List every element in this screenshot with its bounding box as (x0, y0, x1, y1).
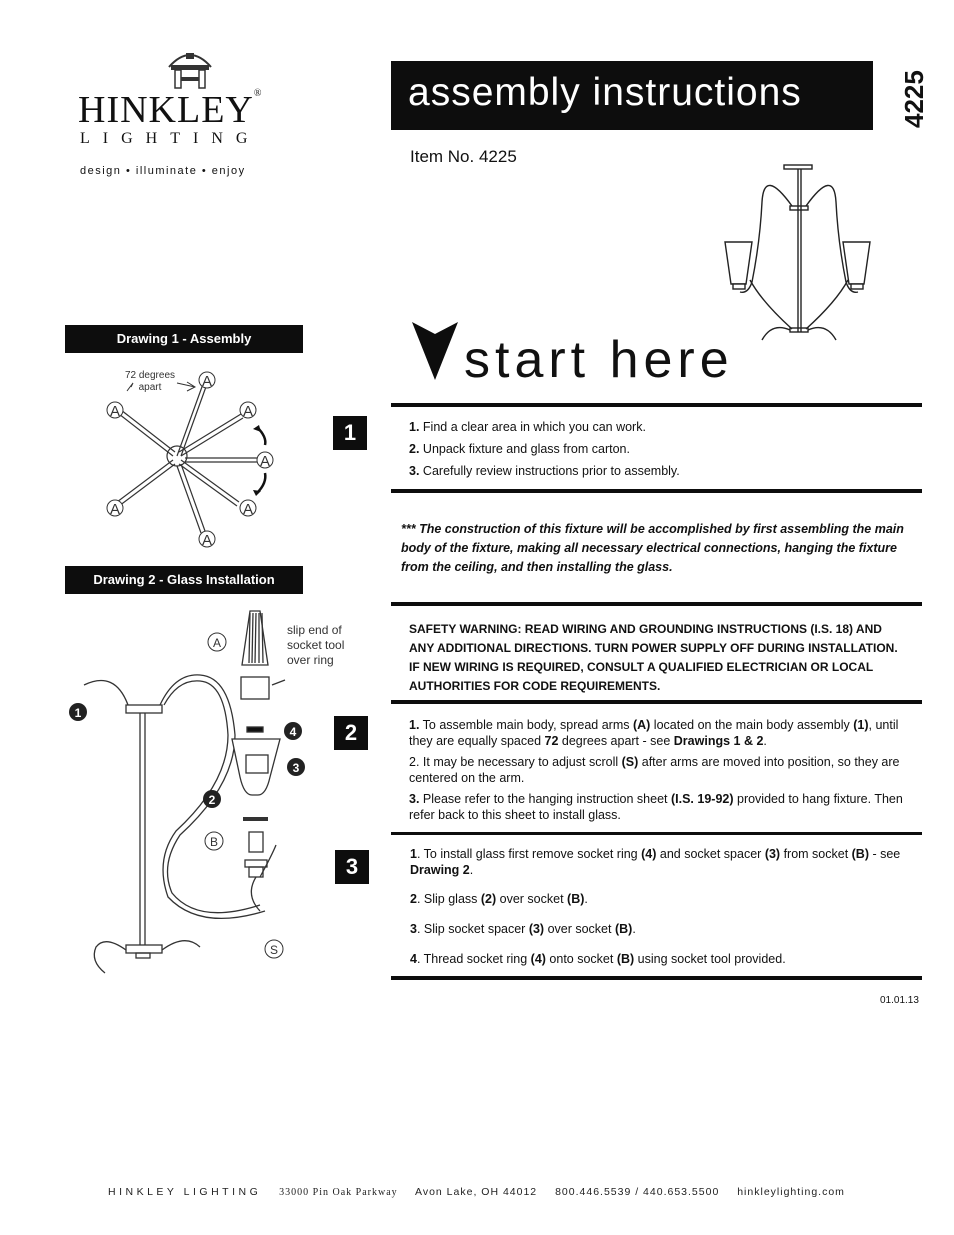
step-3-p1-num: 1 (410, 847, 417, 861)
logo-subtitle: LIGHTING (80, 130, 261, 147)
drawing-2-note-line-1: slip end of (287, 623, 342, 637)
step-3-p1-i: . (469, 863, 474, 877)
step-3-p1-f: (B) (851, 847, 869, 861)
step-1-item (409, 463, 909, 479)
step-2-p3-a: Please refer to the hanging instruction sheet (419, 792, 671, 806)
drawing-2-callout-s: S (269, 943, 279, 957)
logo-tagline: design • illuminate • enjoy (80, 165, 246, 177)
logo-registered-mark: ® (253, 88, 263, 99)
step-2-paragraph-3 (409, 791, 921, 823)
drawing-1-callout-a: A (109, 501, 121, 518)
step-3-p4-b: (4) (530, 952, 546, 966)
step-1-item-2-num: 2. (409, 442, 420, 456)
drawing-2-label: Drawing 2 - Glass Installation (65, 566, 303, 594)
step-3-p1-a: . To install glass first remove socket ring (416, 847, 642, 861)
safety-warning: SAFETY WARNING: READ WIRING AND GROUNDING INSTRUCTIONS (I.S. 18) AND ANY ADDITIONAL DIRECTIONS. TURN POWER SUPPLY OFF DURING INSTALLATION. IF NEW WIRING IS REQUIRED, CONSULT A QUALIFIED ELECTRICIAN OR LOCAL AUTHORITIES FOR CODE REQUIREMENTS. (409, 622, 898, 693)
logo-emblem (165, 45, 215, 90)
divider (391, 976, 922, 980)
step-2-badge: 2 (334, 716, 368, 750)
step-3-paragraph-3 (410, 921, 922, 937)
drawing-2-callout-4: 4 (289, 725, 297, 739)
step-3-p2-a: . Slip glass (416, 892, 481, 906)
step-3-badge: 3 (335, 850, 369, 884)
step-1-item (409, 441, 909, 457)
item-number-vertical (890, 70, 930, 130)
step-1-item-3-text: Carefully review instructions prior to assembly. (422, 464, 680, 478)
step-3-paragraph-1 (410, 846, 922, 878)
step-3-paragraph-2 (410, 891, 922, 907)
step-3-p4-d: (B) (616, 952, 635, 966)
step-3-p1-c: and socket spacer (656, 847, 765, 861)
step-1-item-3-num: 3. (409, 464, 420, 478)
drawing-1-label: Drawing 1 - Assembly (65, 325, 303, 353)
footer-address: 33000 Pin Oak Parkway (279, 1187, 398, 1198)
step-2-p1-num: 1. (409, 718, 420, 732)
logo-name: HINKLEY (78, 89, 254, 131)
drawing-2-callout-1: 1 (74, 706, 82, 720)
step-3-p3-e: . (632, 922, 636, 936)
step-2-p2-a: 2. It may be necessary to adjust scroll (409, 755, 622, 769)
divider (391, 832, 922, 835)
step-3-p1-b: (4) (641, 847, 657, 861)
step-1-item (409, 419, 909, 435)
footer-city: Avon Lake, OH 44012 (415, 1186, 538, 1198)
step-3-p3-d: (B) (614, 922, 633, 936)
step-3-p2-d: (B) (567, 892, 585, 906)
drawing-2-note-line-2: socket tool (287, 638, 345, 652)
step-3-p3-a: . Slip socket spacer (416, 922, 529, 936)
step-3-p4-c: onto socket (545, 952, 617, 966)
drawing-1-callout-a: A (259, 453, 271, 470)
step-3-p3-c: over socket (544, 922, 615, 936)
step-3-p2-e: . (584, 892, 588, 906)
step-3-p2-num: 2 (410, 892, 417, 906)
footer-brand: HINKLEY LIGHTING (108, 1186, 262, 1198)
step-2-p1-g: degrees apart - see (558, 734, 674, 748)
step-2-p1-a: To assemble main body, spread arms (419, 718, 633, 732)
step-3-p3-num: 3 (410, 922, 417, 936)
drawing-2-callout-3: 3 (292, 761, 300, 775)
logo-wordmark (78, 88, 262, 132)
step-2-p1-d: (1) (853, 718, 869, 732)
step-2-p3-c: provided to hang fixture. Then refer back to this sheet to install glass. (409, 792, 903, 822)
start-here-heading: start here (464, 331, 734, 389)
item-number-vertical-text: 4225 (899, 70, 929, 128)
divider (391, 489, 922, 493)
divider (391, 700, 922, 704)
step-2-p1-f: 72 (544, 734, 559, 748)
step-3-p2-c: over socket (496, 892, 568, 906)
divider (391, 602, 922, 606)
drawing-1-callout-a: A (109, 403, 121, 420)
fixture-illustration (722, 162, 877, 347)
step-1-item-2-text: Unpack fixture and glass from carton. (422, 442, 630, 456)
page-title: assembly instructions (408, 71, 802, 114)
step-2-p1-c: located on the main body assembly (650, 718, 854, 732)
revision-date: 01.01.13 (880, 995, 919, 1006)
step-2-paragraph-2 (409, 754, 921, 786)
drawing-1-callout-a: A (201, 532, 213, 549)
step-3-p2-b: (2) (480, 892, 497, 906)
step-3-p1-g: - see (869, 847, 901, 861)
step-2-paragraph-1 (409, 717, 921, 749)
construction-note: *** The construction of this fixture will be accomplished by first assembling the main body of the fixture, making all necessary electrical connections, hanging the fixture from the ceiling, and then installing the glass. (401, 522, 904, 574)
drawing-1-callout-a: A (242, 403, 254, 420)
arrow-down-icon (410, 320, 460, 382)
footer-website[interactable]: hinkleylighting.com (737, 1186, 845, 1198)
drawing-2-callout-2: 2 (208, 793, 216, 807)
step-3-p1-d: (3) (764, 847, 781, 861)
step-2-p3-num: 3. (409, 792, 420, 806)
title-banner (391, 61, 873, 130)
drawing-2-callout-a: A (212, 636, 222, 650)
divider (391, 403, 922, 407)
step-3-p3-b: (3) (528, 922, 545, 936)
drawing-1-annotation-2: apart (138, 382, 162, 393)
drawing-1-annotation: 72 degrees (124, 370, 176, 381)
step-1-item-1-text: Find a clear area in which you can work. (422, 420, 646, 434)
step-3-p4-e: using socket tool provided. (634, 952, 786, 966)
step-2-p3-b: (I.S. 19-92) (670, 792, 734, 806)
drawing-1-assembly (95, 363, 280, 553)
step-3-p1-e: from socket (780, 847, 852, 861)
drawing-1-callout-a: A (242, 501, 254, 518)
step-1-item-1-num: 1. (409, 420, 420, 434)
step-2-p2-b: (S) (621, 755, 639, 769)
footer (108, 1186, 859, 1198)
step-2-p2-c: after arms are moved into position, so they are centered on the arm. (409, 755, 900, 785)
step-3-p1-h: Drawing 2 (410, 863, 470, 877)
step-2-p1-h: Drawings 1 & 2 (673, 734, 764, 748)
drawing-2-note-line-3: over ring (287, 653, 334, 667)
item-number: Item No. 4225 (410, 147, 517, 166)
step-2-p1-b: (A) (632, 718, 651, 732)
step-2-p1-e: , until they are equally spaced (409, 718, 899, 748)
step-3-paragraph-4 (410, 951, 922, 967)
step-3-p4-num: 4 (410, 952, 417, 966)
step-3-p4-a: . Thread socket ring (416, 952, 531, 966)
footer-phone: 800.446.5539 / 440.653.5500 (555, 1186, 720, 1198)
step-2-p1-i: . (763, 734, 767, 748)
drawing-2-callout-b: B (209, 835, 219, 849)
drawing-1-callout-a: A (201, 373, 213, 390)
drawing-2-glass-installation (60, 605, 370, 980)
step-1-badge: 1 (333, 416, 367, 450)
